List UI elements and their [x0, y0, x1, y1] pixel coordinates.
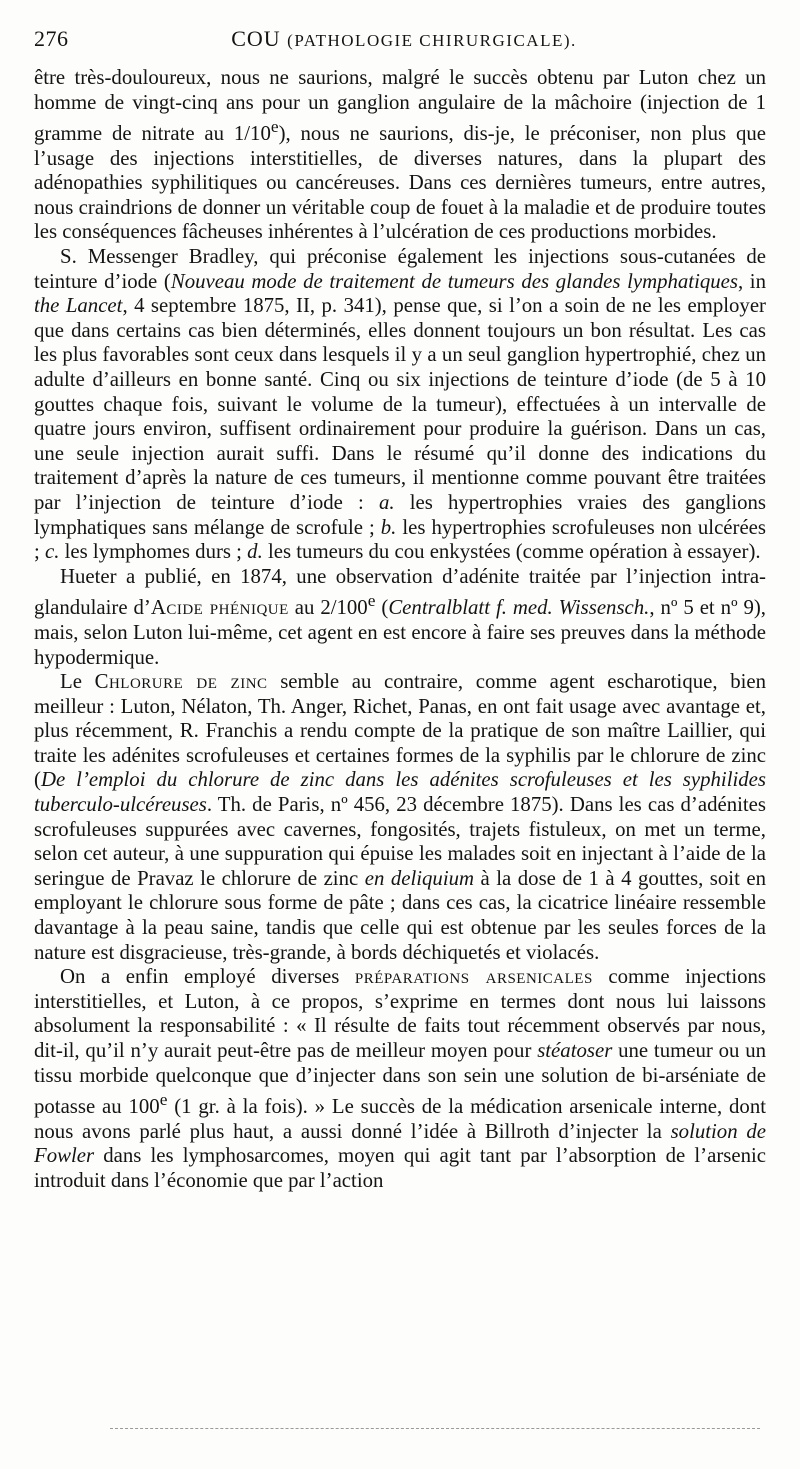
- superscript: e: [270, 117, 279, 137]
- paragraph: [34, 245, 766, 565]
- italic-text: Nouveau mode de traitement de tumeurs des glandes lymphatiques: [170, 269, 738, 293]
- italic-text: the Lancet: [34, 294, 123, 318]
- italic-text: a.: [378, 491, 395, 515]
- running-title-sub: (PATHOLOGIE CHIRURGICALE).: [287, 31, 577, 50]
- italic-text: stéatoser: [537, 1039, 613, 1062]
- text-run: (: [375, 596, 389, 620]
- small-caps-text: Chlorure de zinc: [94, 670, 268, 694]
- italic-text: solution de Fowler: [34, 1119, 766, 1168]
- paragraph: [34, 565, 766, 670]
- paragraph: [34, 965, 766, 1193]
- text-run: à la dose de 1 à 4 gouttes, soit en employant le chlorure sous forme de pâte ; dans ces cas, la cicatrice linéaire ressemble davantage à la peau saine, tandis que celle qui est obtenue par les seules forces de la nature est disgracieuse, très-grande, à bords déchiquetés et violacés.: [34, 866, 766, 964]
- text-run: au 2/100: [288, 596, 368, 620]
- text-run: les tumeurs du cou enkystées (comme opération à essayer).: [262, 540, 761, 564]
- running-title-main: COU: [231, 26, 281, 51]
- italic-text: c.: [44, 540, 60, 564]
- italic-text: Centralblatt f. med. Wissensch.: [388, 596, 650, 620]
- text-run: les lymphomes durs ;: [59, 540, 248, 564]
- italic-text: en deliquium: [364, 866, 475, 890]
- text-run: , nº 5 et nº 9), mais, selon Luton lui-même, cet agent en est encore à faire ses preuves dans la méthode hypodermique.: [34, 596, 766, 669]
- text-run: ), nous ne saurions, dis-je, le préconiser, non plus que l’usage des injections interstitielles, de diverses natures, dans la plupart des adénopathies syphilitiques ou cancéreuses. Dans ces dernières tumeurs, entre autres, nous craindrions de donner un véritable coup de fouet à la maladie et de produire toutes les conséquences fâcheuses inhérentes à l’ulcération de ces productions morbides.: [34, 122, 766, 244]
- text-run: dans les lymphosarcomes, moyen qui agit tant par l’absorption de l’arsenic introduit dans l’économie que par l’action: [34, 1144, 766, 1192]
- text-run: une tumeur ou un tissu morbide quelconque que d’injecter dans son sein une solution de bi-arséniate de potasse au 100: [34, 1039, 766, 1119]
- text-run: les hypertrophies vraies des ganglions lymphatiques sans mélange de scrofule ;: [34, 491, 766, 539]
- running-header: [34, 24, 774, 60]
- text-run: , 4 septembre 1875, II, p. 341), pense que, si l’on a soin de ne les employer que dans certains cas bien déterminés, elles donnent toujours un bon résultat. Les cas les plus favorables sont ceux dans lesquels il y a un seul ganglion hypertrophié, chez un adulte d’ailleurs en bonne santé. Cinq ou six injections de teinture d’iode (de 5 à 10 gouttes chaque fois, suivant le volume de la tumeur), effectuées à un intervalle de quatre jours environ, suffisent ordinairement pour produire la guérison. Dans un cas, une seule injection aurait suffi. Dans le résumé qu’il donne des indications du traitement d’après la nature de ces tumeurs, il mentionne comme pouvant être traitées par l’injection de teinture d’iode :: [34, 294, 766, 515]
- text-run: , in: [737, 269, 766, 293]
- body-text: [34, 66, 766, 1426]
- text-run: Le: [60, 670, 95, 694]
- small-caps-text: Acide phénique: [150, 596, 289, 620]
- italic-text: De l’emploi du chlorure de zinc dans les adénites scrofuleuses et les syphilides tuberculo-ulcéreuses: [34, 768, 766, 817]
- text-run: (1 gr. à la fois). » Le succès de la médication arsenicale interne, dont nous avons parlé plus haut, a aussi donné l’idée à Billroth d’injecter la: [34, 1095, 766, 1143]
- text-run: On a enfin employé diverses: [60, 965, 355, 989]
- superscript: e: [159, 1090, 168, 1110]
- paragraph: [34, 670, 766, 965]
- page-number: 276: [34, 26, 69, 51]
- text-run: les hypertrophies scrofuleuses non ulcérées ;: [34, 515, 767, 564]
- text-run: semble au contraire, comme agent escharotique, bien meilleur : Luton, Nélaton, Th. Anger, Richet, Panas, en ont fait usage avec avantage et, plus récemment, R. Franchis a rendu compte de la pratique de son maître Laillier, qui traite les adénites scrofuleuses et certaines formes de la syphilis par le chlorure de zinc (: [34, 670, 767, 792]
- running-title: [34, 26, 774, 52]
- text-run: Hueter a publié, en 1874, une observation d’adénite traitée par l’injection intra-glandulaire d’: [34, 564, 766, 620]
- text-run: . Th. de Paris, nº 456, 23 décembre 1875). Dans les cas d’adénites scrofuleuses suppurées avec cavernes, fongosités, trajets fistuleux, on met un terme, selon cet auteur, à une suppuration qui épuise les malades soit en injectant à l’aide de la seringue de Pravaz le chlorure de zinc: [34, 793, 766, 890]
- text-run: être très-douloureux, nous ne saurions, malgré le succès obtenu par Luton chez un homme de vingt-cinq ans pour un ganglion angulaire de la mâchoire (injection de 1 gramme de nitrate au 1/10: [34, 66, 766, 146]
- text-run: comme injections interstitielles, et Luton, à ce propos, s’exprime en termes dont nous lui laissons absolument la responsabilité : « Il résulte de faits tout récemment observés par nous, dit-il, qu’il n’y aurait peut-être pas de meilleur moyen pour: [34, 965, 766, 1062]
- text-run: S. Messenger Bradley, qui préconise également les injections sous-cutanées de teinture d’iode (: [34, 245, 766, 293]
- italic-text: d.: [247, 540, 263, 564]
- small-caps-text: préparations arsenicales: [354, 965, 593, 989]
- italic-text: b.: [380, 515, 397, 539]
- footer-rule: [110, 1428, 760, 1429]
- paragraph: [34, 66, 766, 245]
- superscript: e: [367, 591, 376, 611]
